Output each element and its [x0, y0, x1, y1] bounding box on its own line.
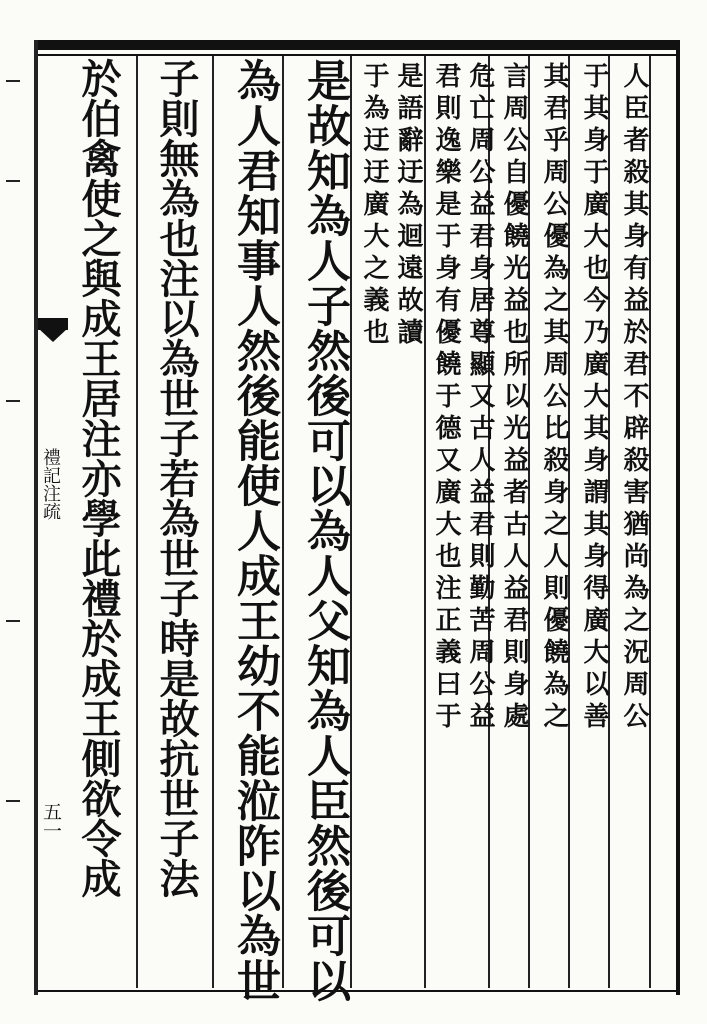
text-column: 是故知為人子然後可以為人父知為人臣然後可以: [299, 58, 350, 1003]
right-frame-border: [676, 40, 680, 995]
margin-mark: [6, 800, 20, 802]
text-column: 于為迂迂廣大之義也: [359, 62, 389, 350]
folio-number: 五一: [40, 802, 62, 840]
text-column: 於伯禽使之與成王居注亦學此禮於成王側欲令成: [75, 58, 122, 898]
margin-mark: [6, 400, 20, 402]
text-column: 其君乎周公優為之其周公比殺身之人則優饒為之: [539, 62, 569, 734]
spine-title: 禮記注疏: [40, 448, 61, 520]
text-column: 危亡周公益君身居尊顯又古人益君則勤苦周公益: [465, 62, 495, 734]
text-column: 是語辭迂為迴遠故讀: [393, 62, 423, 350]
column-rule: [212, 56, 214, 988]
text-column: 于其身于廣大也今乃廣大其身謂其身得廣大以善: [579, 62, 609, 734]
margin-mark: [6, 620, 20, 622]
text-column: 君則逸樂是于身有優饒于德又廣大也注正義曰于: [431, 62, 461, 734]
column-rule: [136, 56, 138, 988]
top-frame-inner-line: [38, 54, 678, 56]
margin-mark: [6, 180, 20, 182]
margin-marks: [0, 60, 30, 960]
fishtail-ornament: [38, 318, 68, 348]
text-column: 為人君知事人然後能使人成王幼不能涖阼以為世: [229, 58, 280, 1003]
margin-mark: [6, 80, 20, 82]
bottom-frame-border: [38, 990, 678, 992]
text-column: 子則無為也注以為世子若為世子時是故抗世子法: [153, 58, 200, 898]
left-frame-border: [34, 40, 38, 995]
text-column: 言周公自優饒光益也所以光益者古人益君則身處: [499, 62, 529, 734]
top-frame-border: [38, 40, 678, 50]
text-column: 人臣者殺其身有益於君不辟殺害猶尚為之況周公: [619, 62, 649, 734]
